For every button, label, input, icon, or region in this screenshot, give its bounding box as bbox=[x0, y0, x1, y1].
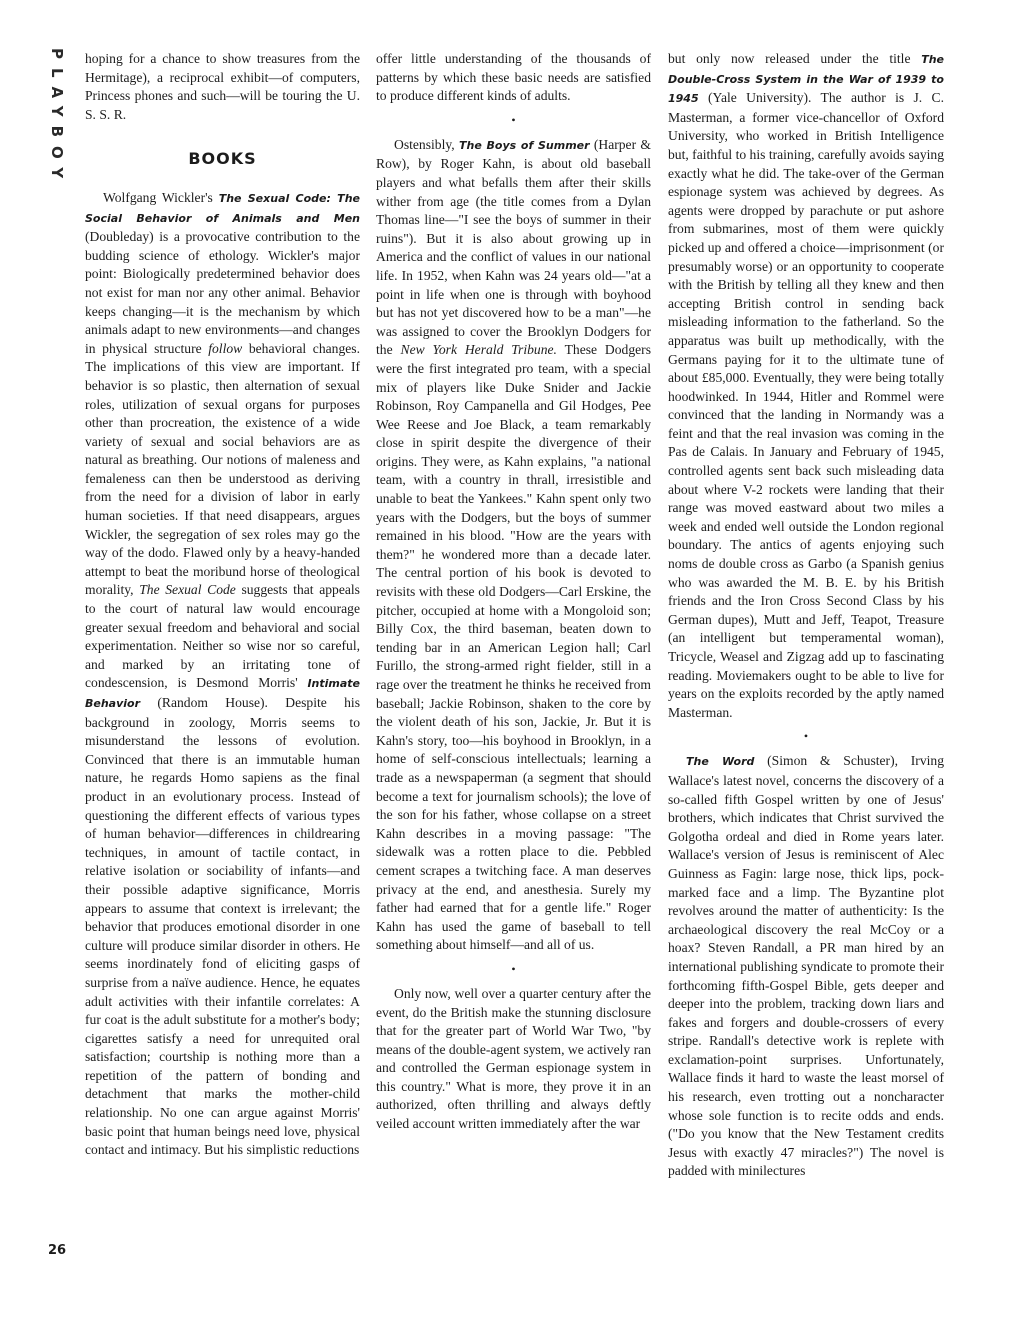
continued-paragraph: but only now released under the title The Double-Cross System in the War of 1939 to 1945 (Yale University). The author is J. C. Masterman, a former vice-chancellor of Oxford University, who worked in British Intelligence but, faithful to his training, carefully avoids saying exactly what he did. The take-over of the German espionage system was achieved by degrees. As agents were dropped by parachute or put ashore from submarines, most of them were quickly picked up and offered a choice—imprisonment (or presumably worse) or an opportunity to cooperate with the British by telling all they knew and then accepting British control in sending back misleading information to the fatherland. So the apparatus was built up methodically, with the Germans paying for it to the ultimate tune of about £85,000. Eventually, they were being totally hoodwinked. In 1944, Hitler and Rommel were convinced that the landing in Normandy was a feint and that the real invasion was coming in the Pas de Calais. In January and February of 1945, controlled agents sent back such misleading data about where V-2 rockets were landing that their range was moved eastward about two miles a week and ended well outside the London regional boundary. The antics of agents enjoying such noms de double cross as Garbo (a Spanish genius who was awarded the M. B. E. by his British friends and the Iron Cross Second Class by his German dupes), Mutt and Jeff, Teapot, Treasure (an intelligent but temperamental woman), Tricycle, Weasel and Zigzag add up to fascinating reading. Moviemakers ought to be able to live for years on the exploits recorded by the aptly named Masterman. bbox=[668, 51, 944, 720]
continued-paragraph: hoping for a chance to show treasures from the Hermitage), a reciprocal exhibit—of computers, Princess phones and such—will be touring the U. S. S. R. bbox=[85, 51, 360, 122]
book-title: The Word bbox=[686, 755, 755, 769]
book-title: The Sexual Code bbox=[139, 582, 236, 598]
column-3 bbox=[668, 50, 944, 1181]
column-1 bbox=[85, 50, 360, 1160]
section-bullet: • bbox=[803, 729, 809, 744]
section-heading: BOOKS bbox=[188, 149, 257, 169]
book-title: The Double-Cross System in the War of 1939 to 1945 bbox=[668, 53, 944, 106]
continued-paragraph: offer little understanding of the thousands of patterns by which these basic needs are satisfied to produce different kinds of adults. bbox=[376, 51, 651, 104]
newspaper-title: New York Herald Tribune. bbox=[400, 342, 557, 358]
book-title: Intimate Behavior bbox=[85, 677, 360, 710]
page-number: 26 bbox=[48, 1243, 67, 1258]
review-masterman: Only now, well over a quarter century after the event, do the British make the stunning disclosure that for the greater part of World War Two, "by means of the double-agent system, we actively ran and controlled the German espionage system in this country." What is more, they prove it in an authorized, often thrilling and always deftly veiled account written immediately after the war bbox=[376, 985, 651, 1132]
section-bullet: • bbox=[511, 112, 516, 127]
section-bullet: • bbox=[511, 961, 516, 976]
book-title: The Boys of Summer bbox=[458, 138, 590, 152]
review-wallace: The Word (Simon & Schuster), Irving Wallace's latest novel, concerns the discovery of a so-called fifth Gospel written by one of Jesus' brothers, which indicates that Christ survived the Golgotha ordeal and died in Rome years later. Wallace's version of Jesus is reminiscent of Alec Guinness as Fagin: large nose, thick lips, pock-marked face and a limp. The Byzantine plot revolves around the matter of authenticity: Is the archaeological discovery the real McCoy or a hoax? Steven Randall, a PR man hired by an international publishing syndicate to promote their forthcoming fifth-Gospel Bible, gets deeper and deeper into the problem, tracking down liars and fakes and forgers and double-crossers of every stripe. Randall's detective work is replete with exclamation-point surprises. Unfortunately, Wallace finds it hard to waste the least morsel of his research, even trotting out a noncharacter whose sole function is to recite odds and ends. ("Do you know that the New Testament credits Jesus with exactly 47 miracles?") The novel is padded with minilectures bbox=[668, 753, 944, 1179]
review-kahn: Ostensibly, The Boys of Summer (Harper & Row), by Roger Kahn, is about old baseball players and what befalls them after their skills wither from age (the title comes from a Dylan Thomas line—"I see the boys of summer in their ruins"). But it is also about growing up in America and the conflict of values in our national life. In 1952, when Kahn was 24 years old—"at a point in life when one is through with boyhood but has not yet discovered how to be a man"—he was assigned to cover the Brooklyn Dodgers for the New York Herald Tribune. These Dodgers were the first integrated pro team, with a special mix of players like Duke Snider and Jackie Robinson, Roy Campanella and Gil Hodges, Pee Wee Reese and Joe Black, a team remarkably close in spirit despite the divergence of their origins. They were, as Kahn explains, "a national team, with a country in thrall, irresistible and unable to beat the Yankees." Kahn spent only two years with the Dodgers, but the boys of summer remained in his blood. "How are the years with them?" he wondered more than a decade later. The central portion of his book is devoted to revisits with these old Dodgers—Carl Erskine, the pitcher, occupied at home with a Mongoloid son; Billy Cox, the third baseman, beaten down to tending bar in an American Legion hall; Carl Furillo, the strong-armed right fielder, still in a rage over the treatment he thinks he received from baseball; Jackie Robinson, shaken to the core by the violent death of his son, Jackie, Jr. But it is Kahn's story, too—his boyhood in Brooklyn, in a home of self-conscious intellectuals; learning a trade as a newspaperman (a segment that should become a text for journalism schools); the love of the son for his father, whose collapse on a street Kahn describes in a moving passage: "The sidewalk was a rotten place to die. Pebbled cement scrapes a twitching face. A man deserves privacy at the end, and anesthesia. Surely my father had earned that for a gentle life." Roger Kahn has used the game of baseball to tell something about himself—and all of us. bbox=[376, 136, 651, 953]
column-2 bbox=[376, 50, 651, 1134]
magazine-masthead: PLAYBOY bbox=[48, 48, 66, 188]
book-title: The Sexual Code: The Social Behavior of Animals and Men bbox=[85, 191, 360, 225]
review-wickler: Wolfgang Wickler's The Sexual Code: The Social Behavior of Animals and Men (Doubleday) is a provocative contribution to the budding science of ethology. Wickler's major point: Biologically predetermined behavior does not exist for man nor any other animal. Behavior keeps changing—it is the mechanism by which animals adapt to new environments—and changes in physical structure follow behavioral changes. The implications of this view are important. If behavior is so plastic, then alternation of sexual roles, utilization of sexual organs for purposes other than procreation, the existence of a wide variety of sexual and social behaviors are as natural as breathing. Our notions of maleness and femaleness can then be understood as deriving from the need for a division of labor in early human societies. If that need disappears, argues Wickler, the segregation of sex roles may go the way of the dodo. Flawed only by a heavy-handed attempt to beat the moribund horse of theological morality, The Sexual Code suggests that appeals to the court of natural law would encourage greater sexual freedom and behavioral and social experimentation. Neither so wise nor so careful, and marked by an irritating tone of condescension, is Desmond Morris' Intimate Behavior (Random House). Despite his background in zoology, Morris seems to misunderstand the lessons of evolution. Convinced that there is an immutable human nature, he regards Homo sapiens as the final product in an evolutionary process. Instead of questioning the different effects of various types of human behavior—differences in childrearing techniques, in amount of tactile contact, in relative isolation or sociability of infants—and their possible adaptive significance, Morris appears to assume that context is irrelevant; the behavior that produces emotional disorder in one culture will produce similar disorder in others. He seems inordinately fond of eliciting gasps of surprise from a naïve audience. Hence, he equates adult activities with their infantile correlates: A fur coat is the adult substitute for a mother's body; cigarettes satisfy a need for unrequited oral satisfaction; courtship is nothing more than a repetition of the pattern of bonding and detachment that marks the mother-child relationship. No one can argue against Morris' basic point that human beings need love, physical contact and intimacy. But his simplistic reductions bbox=[85, 189, 360, 1158]
